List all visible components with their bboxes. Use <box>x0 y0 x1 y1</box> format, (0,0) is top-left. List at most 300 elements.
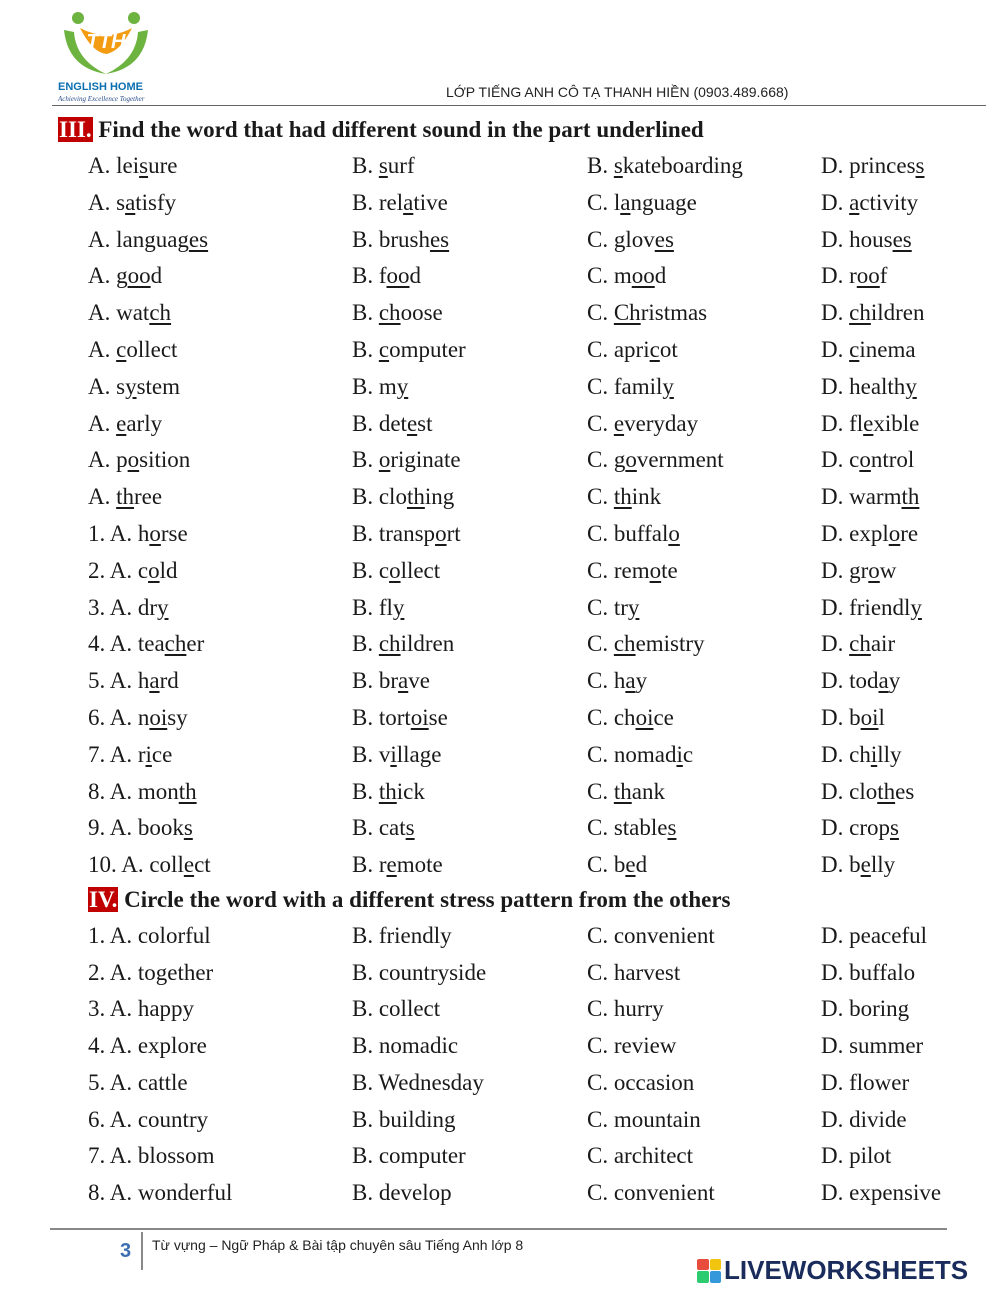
option-text: 10. A. coll <box>88 852 184 878</box>
option-text: A. g <box>88 263 128 289</box>
option-suffix: ure <box>148 153 178 178</box>
sec3-q11-option-c[interactable] <box>587 520 680 547</box>
underlined-part: e <box>613 410 625 436</box>
sec4-q8-option-c[interactable]: C. convenient <box>587 1179 715 1205</box>
underlined-part: o <box>649 557 662 583</box>
sec4-q7-option-b[interactable]: B. computer <box>352 1143 466 1169</box>
underlined-part: y <box>157 594 169 620</box>
sec3-q11-option-b[interactable] <box>352 520 461 547</box>
option-text: B. <box>352 631 379 657</box>
underlined-part: a <box>125 189 136 215</box>
option-suffix: lly <box>870 852 896 878</box>
option-text: B. det <box>352 410 407 436</box>
option-suffix: kateboarding <box>622 153 743 178</box>
option-text: B. r <box>352 852 387 878</box>
underlined-part: o <box>149 521 161 546</box>
sec3-q9-option-c[interactable] <box>587 446 724 473</box>
option-suffix: ce <box>151 741 173 767</box>
sec3-q16-option-b[interactable] <box>352 704 448 731</box>
option-text: B. <box>352 447 379 473</box>
option-text: C. <box>587 778 614 804</box>
sec3-q3-option-b[interactable] <box>352 226 449 253</box>
section-3-numeral: III. <box>59 117 92 142</box>
option-suffix: ank <box>631 778 665 804</box>
sec3-q15-option-d[interactable] <box>821 667 900 694</box>
underlined-part: th <box>378 778 397 804</box>
option-text: B. clo <box>352 484 407 510</box>
underlined-part: a <box>403 189 414 215</box>
underlined-part: e <box>625 852 636 878</box>
sec3-q2-option-c[interactable] <box>587 189 697 216</box>
underlined-part: es <box>429 226 450 252</box>
sec3-q11-option-d[interactable] <box>821 520 918 547</box>
underlined-part: o <box>435 521 447 546</box>
option-suffix: er <box>186 631 205 657</box>
section-4-title: Circle the word with a different stress pattern from the others <box>118 887 731 912</box>
sec3-q6-option-c[interactable] <box>587 336 678 363</box>
option-suffix: omputer <box>389 337 466 362</box>
option-text: C. g <box>587 447 626 473</box>
sec4-q4-option-a[interactable]: 4. A. explore <box>88 1033 207 1059</box>
underlined-part: o <box>378 447 391 473</box>
sec4-q3-option-c[interactable]: C. hurry <box>587 996 664 1022</box>
option-suffix: ink <box>631 484 662 510</box>
underlined-part: ch <box>849 300 871 326</box>
sec3-q9-option-b[interactable] <box>352 446 461 473</box>
footer-vertical-divider <box>141 1232 143 1270</box>
option-text: D. fl <box>821 410 864 436</box>
sec3-q8-option-c[interactable] <box>587 410 698 437</box>
option-text: 8. A. mon <box>88 778 179 804</box>
sec4-q3-option-a[interactable]: 3. A. happy <box>88 996 195 1022</box>
sec3-q3-option-d[interactable] <box>821 226 912 253</box>
sec3-q13-option-c[interactable] <box>587 594 639 621</box>
sec3-q6-option-d[interactable] <box>821 336 916 363</box>
underlined-part: o <box>127 447 140 473</box>
sec3-q9-option-a[interactable] <box>88 446 190 473</box>
sec3-q4-option-d[interactable] <box>821 262 887 289</box>
option-suffix: arly <box>126 410 163 436</box>
option-text: D. <box>821 300 850 326</box>
option-suffix: mote <box>396 852 443 878</box>
sec3-q17-option-b[interactable] <box>352 741 441 768</box>
header-divider <box>52 105 986 106</box>
option-text: A. s <box>88 189 126 215</box>
option-suffix: nguage <box>630 189 697 215</box>
option-text: B. <box>352 778 379 804</box>
option-text: B. cat <box>352 815 406 841</box>
underlined-part: s <box>667 815 677 841</box>
sec4-q2-option-a[interactable]: 2. A. together <box>88 959 214 985</box>
sec4-q6-option-b[interactable]: B. building <box>352 1106 456 1132</box>
sec3-q12-option-c[interactable] <box>587 557 678 584</box>
sec3-q18-option-c[interactable] <box>587 778 665 805</box>
option-suffix: ntrol <box>870 447 915 473</box>
option-suffix: st <box>417 410 433 436</box>
underlined-part: Ch <box>613 300 641 326</box>
sec3-q12-option-d[interactable] <box>821 557 896 584</box>
underlined-part: e <box>406 410 418 436</box>
sec3-q12-option-a[interactable] <box>88 557 177 584</box>
sec4-q1-option-d[interactable]: D. peaceful <box>821 923 927 948</box>
sec4-q4-option-d[interactable]: D. summer <box>821 1033 924 1059</box>
option-suffix: vernment <box>636 447 724 473</box>
underlined-part: o <box>668 521 680 546</box>
underlined-part: th <box>116 484 135 510</box>
option-suffix: ot <box>659 337 678 362</box>
option-suffix: ve <box>408 668 430 694</box>
underlined-part: oo <box>127 263 151 289</box>
sec4-q4-option-c[interactable]: C. review <box>587 1033 677 1059</box>
underlined-part: s <box>183 815 193 841</box>
sec3-q18-option-a[interactable] <box>88 778 197 805</box>
sec3-q4-option-a[interactable] <box>88 262 162 289</box>
option-suffix: es <box>895 778 915 804</box>
sec4-q3-option-d[interactable]: D. boring <box>821 996 910 1022</box>
sec3-q9-option-d[interactable] <box>821 446 914 473</box>
underlined-part: e <box>183 852 195 878</box>
sec3-q13-option-a[interactable] <box>88 594 169 621</box>
sec3-q15-option-a[interactable] <box>88 667 179 694</box>
underlined-part: o <box>888 521 901 546</box>
sec3-q8-option-d[interactable] <box>821 410 919 437</box>
sec4-q7-option-d[interactable]: D. pilot <box>821 1143 892 1169</box>
underlined-part: s <box>889 815 899 841</box>
sec3-q19-option-c[interactable] <box>587 814 676 841</box>
sec3-q5-option-d[interactable] <box>821 299 925 326</box>
sec4-q5-option-a[interactable]: 5. A. cattle <box>88 1069 188 1095</box>
sec3-q20-option-d[interactable] <box>821 851 895 878</box>
option-text: B. <box>352 337 379 362</box>
underlined-part: oo <box>856 263 880 289</box>
option-text: A. wat <box>88 300 150 326</box>
sec4-q4-option-b[interactable]: B. nomadic <box>352 1033 459 1059</box>
sec3-q5-option-c[interactable] <box>587 299 707 326</box>
sec3-q19-option-b[interactable] <box>352 814 415 841</box>
option-text: B. transp <box>352 521 436 546</box>
sec4-q3-option-b[interactable]: B. collect <box>352 996 441 1022</box>
sec3-q1-option-b[interactable] <box>352 152 415 179</box>
option-text: 4. A. tea <box>88 631 165 657</box>
underlined-part: es <box>654 226 674 252</box>
option-suffix: ree <box>134 484 163 510</box>
option-text: C. l <box>587 189 621 215</box>
option-text: B. f <box>352 263 387 289</box>
sec3-q16-option-d[interactable] <box>821 704 885 731</box>
sec3-q14-option-c[interactable] <box>587 630 705 657</box>
sec3-q6-option-b[interactable] <box>352 336 466 363</box>
section-3-heading <box>58 116 704 143</box>
underlined-part: a <box>398 668 409 694</box>
sec3-q5-option-b[interactable] <box>352 299 443 326</box>
sec3-q7-option-a[interactable] <box>88 373 180 400</box>
option-suffix: se <box>428 705 448 730</box>
option-suffix: air <box>870 631 896 657</box>
underlined-part: y <box>392 594 405 620</box>
underlined-part: th <box>613 778 632 804</box>
option-text: C. <box>587 410 614 436</box>
underlined-part: ch <box>613 631 636 657</box>
sec4-q5-option-d[interactable]: D. flower <box>821 1069 910 1095</box>
sec3-q4-option-b[interactable] <box>352 262 421 289</box>
option-suffix: ick <box>396 778 425 804</box>
option-text: D. <box>821 631 850 657</box>
option-suffix: d <box>409 263 421 289</box>
sec3-q3-option-a[interactable] <box>88 226 208 253</box>
underlined-part: ch <box>849 631 871 657</box>
sec3-q20-option-b[interactable] <box>352 851 443 878</box>
liveworksheets-icon <box>697 1259 721 1283</box>
underlined-part: c <box>849 337 860 362</box>
option-text: A. <box>88 484 117 510</box>
sec3-q17-option-c[interactable] <box>587 741 693 768</box>
sec3-q14-option-d[interactable] <box>821 630 895 657</box>
underlined-part: a <box>849 189 860 215</box>
underlined-part: th <box>178 778 197 804</box>
sec4-q5-option-b[interactable]: B. Wednesday <box>352 1069 484 1095</box>
underlined-part: y <box>125 373 137 399</box>
option-suffix: d <box>654 263 667 289</box>
sec3-q13-option-b[interactable] <box>352 594 404 621</box>
option-suffix: inema <box>859 337 916 362</box>
option-text: B. <box>587 153 614 178</box>
sec3-q2-option-b[interactable] <box>352 189 448 216</box>
sec4-q6-option-a[interactable]: 6. A. country <box>88 1106 209 1132</box>
underlined-part: s <box>405 815 415 841</box>
sec3-q7-option-d[interactable] <box>821 373 917 400</box>
option-suffix: f <box>879 263 888 289</box>
option-text: D. clo <box>821 778 878 804</box>
underlined-part: ch <box>378 300 401 326</box>
underlined-part: oi <box>410 705 429 730</box>
option-text: D. c <box>821 447 860 473</box>
sec3-q12-option-b[interactable] <box>352 557 440 584</box>
page-number: 3 <box>120 1240 132 1262</box>
underlined-part: y <box>396 373 409 399</box>
underlined-part: o <box>389 557 401 583</box>
sec4-q8-option-d[interactable]: D. expensive <box>821 1179 942 1205</box>
sec4-q6-option-c[interactable]: C. mountain <box>587 1106 701 1132</box>
book-title: Từ vựng – Ngữ Pháp & Bài tập chuyên sâu Tiếng Anh lớp 8 <box>152 1237 524 1253</box>
sec4-q5-option-c[interactable]: C. occasion <box>587 1069 695 1095</box>
option-text: D. b <box>821 705 861 730</box>
logo-brand: ENGLISH HOME <box>58 81 143 93</box>
option-suffix: urf <box>387 153 415 178</box>
underlined-part: o <box>148 557 160 583</box>
sec4-q1-option-c[interactable]: C. convenient <box>587 923 715 948</box>
option-text: B. brush <box>352 226 430 252</box>
sec3-q1-option-d[interactable] <box>821 152 924 179</box>
sec3-q14-option-b[interactable] <box>352 630 454 657</box>
option-suffix: riginate <box>390 447 461 473</box>
option-text: D. health <box>821 373 906 399</box>
sec3-q5-option-a[interactable] <box>88 299 171 326</box>
option-text: C. <box>587 631 614 657</box>
underlined-part: o <box>625 447 637 473</box>
sec3-q6-option-a[interactable] <box>88 336 177 363</box>
sec4-q8-option-b[interactable]: B. develop <box>352 1179 452 1205</box>
option-text: D. tod <box>821 668 879 694</box>
option-suffix: y <box>888 668 901 694</box>
sec3-q19-option-a[interactable] <box>88 814 193 841</box>
sec4-q1-option-b[interactable]: B. friendly <box>352 923 452 948</box>
option-text: 3. A. dr <box>88 594 157 620</box>
option-text: 1. A. h <box>88 521 150 546</box>
liveworksheets-watermark[interactable] <box>697 1255 968 1286</box>
underlined-part: y <box>627 594 640 620</box>
section-4-numeral: IV. <box>89 887 118 912</box>
option-text: D. princes <box>821 153 916 178</box>
option-suffix: l <box>878 705 885 730</box>
sec3-q16-option-c[interactable] <box>587 704 674 731</box>
option-text: C. apri <box>587 337 650 362</box>
option-suffix: veryday <box>624 410 699 436</box>
option-text: C. <box>587 484 614 510</box>
option-text: C. stable <box>587 815 668 841</box>
option-text: D. warm <box>821 484 902 510</box>
option-text: C. glov <box>587 226 655 252</box>
underlined-part: e <box>116 410 127 436</box>
option-text: A. s <box>88 373 126 399</box>
option-text: C. rem <box>587 557 650 583</box>
option-text: D. hous <box>821 226 893 252</box>
option-suffix: ct <box>194 852 211 878</box>
sec3-q10-option-a[interactable] <box>88 483 162 510</box>
option-suffix: ollect <box>126 337 178 362</box>
sec4-q6-option-d[interactable]: D. divide <box>821 1106 907 1132</box>
sec3-q1-option-a[interactable] <box>88 152 177 179</box>
sec3-q20-option-a[interactable] <box>88 851 211 878</box>
underlined-part: y <box>910 594 922 620</box>
sec3-q8-option-a[interactable] <box>88 410 162 437</box>
option-text: C. b <box>587 852 626 878</box>
option-suffix: ildren <box>870 300 925 326</box>
option-text: 6. A. n <box>88 705 150 730</box>
sec4-q2-option-c[interactable]: C. harvest <box>587 959 681 985</box>
sec3-q13-option-d[interactable] <box>821 594 922 621</box>
option-text: D. <box>821 189 850 215</box>
option-text: D. b <box>821 852 861 878</box>
option-suffix: y <box>635 668 648 694</box>
underlined-part: c <box>378 337 390 362</box>
option-suffix: lly <box>877 741 902 767</box>
option-text: D. friendl <box>821 594 911 620</box>
underlined-part: i <box>145 741 152 767</box>
option-suffix: d <box>635 852 648 878</box>
underlined-part: oo <box>386 263 410 289</box>
sec3-q8-option-b[interactable] <box>352 410 433 437</box>
option-text: A. <box>88 337 117 362</box>
sec3-q2-option-a[interactable] <box>88 189 176 216</box>
section-4-heading <box>88 886 731 913</box>
sec3-q14-option-a[interactable] <box>88 630 204 657</box>
option-text: A. lei <box>88 153 140 178</box>
sec3-q10-option-b[interactable] <box>352 483 454 510</box>
sec3-q18-option-d[interactable] <box>821 778 914 805</box>
option-suffix: ristmas <box>640 300 708 326</box>
option-text: 9. A. book <box>88 815 184 841</box>
option-text: 5. A. h <box>88 668 150 694</box>
option-text: A. <box>88 410 117 436</box>
option-text: 7. A. r <box>88 741 146 767</box>
sec4-q1-option-a[interactable]: 1. A. colorful <box>88 923 211 948</box>
sec3-q10-option-c[interactable] <box>587 483 661 510</box>
option-suffix: re <box>900 521 919 546</box>
option-suffix: ce <box>653 705 674 730</box>
option-suffix: emistry <box>635 631 705 657</box>
sec3-q19-option-d[interactable] <box>821 814 899 841</box>
option-text: C. <box>587 300 614 326</box>
option-text: C. m <box>587 263 632 289</box>
option-text: D. gr <box>821 557 869 583</box>
sec3-q4-option-c[interactable] <box>587 262 666 289</box>
sec3-q2-option-d[interactable] <box>821 189 918 216</box>
sec3-q7-option-c[interactable] <box>587 373 674 400</box>
sec3-q17-option-a[interactable] <box>88 741 172 768</box>
logo-mark-icon <box>58 8 154 80</box>
underlined-part: a <box>878 668 889 694</box>
option-suffix: sition <box>139 447 191 473</box>
sec4-q7-option-a[interactable]: 7. A. blossom <box>88 1143 215 1169</box>
option-text: C. nomad <box>587 741 677 767</box>
underlined-part: e <box>386 852 397 878</box>
underlined-part: i <box>390 741 397 767</box>
underlined-part: a <box>625 668 636 694</box>
option-suffix: oose <box>400 300 443 326</box>
underlined-part: e <box>860 852 871 878</box>
sec3-q16-option-a[interactable] <box>88 704 188 731</box>
option-suffix: tive <box>413 189 448 215</box>
underlined-part: s <box>139 153 149 178</box>
sec3-q20-option-c[interactable] <box>587 851 647 878</box>
option-text: B. br <box>352 668 398 694</box>
underlined-part: oo <box>631 263 655 289</box>
sec3-q15-option-b[interactable] <box>352 667 430 694</box>
option-suffix: rse <box>160 521 188 546</box>
sec3-q10-option-d[interactable] <box>821 483 919 510</box>
sec3-q3-option-c[interactable] <box>587 226 674 253</box>
sec4-q7-option-c[interactable]: C. architect <box>587 1143 694 1169</box>
sec4-q8-option-a[interactable]: 8. A. wonderful <box>88 1179 233 1205</box>
underlined-part: ch <box>378 631 401 657</box>
sec4-q2-option-b[interactable]: B. countryside <box>352 959 487 985</box>
underlined-part: s <box>378 153 388 178</box>
sec3-q1-option-c[interactable] <box>587 152 743 179</box>
option-text: A. p <box>88 447 128 473</box>
sec4-q2-option-d[interactable]: D. buffalo <box>821 959 916 985</box>
sec3-q11-option-a[interactable] <box>88 520 188 547</box>
sec3-q7-option-b[interactable] <box>352 373 408 400</box>
underlined-part: o <box>868 557 880 583</box>
option-text: C. h <box>587 668 626 694</box>
option-text: C. tr <box>587 594 628 620</box>
option-text: B. c <box>352 557 390 583</box>
sec3-q15-option-c[interactable] <box>587 667 647 694</box>
option-suffix: ld <box>159 557 178 583</box>
option-suffix: sy <box>167 705 188 730</box>
option-text: A. languag <box>88 226 189 252</box>
underlined-part: oi <box>860 705 879 730</box>
underlined-part: c <box>649 337 660 362</box>
underlined-part: y <box>905 373 917 399</box>
sec3-q17-option-d[interactable] <box>821 741 902 768</box>
underlined-part: ch <box>164 631 187 657</box>
option-suffix: llect <box>400 557 441 583</box>
sec3-q18-option-b[interactable] <box>352 778 425 805</box>
option-text: C. famil <box>587 373 663 399</box>
option-text: 2. A. c <box>88 557 149 583</box>
logo <box>52 6 162 104</box>
